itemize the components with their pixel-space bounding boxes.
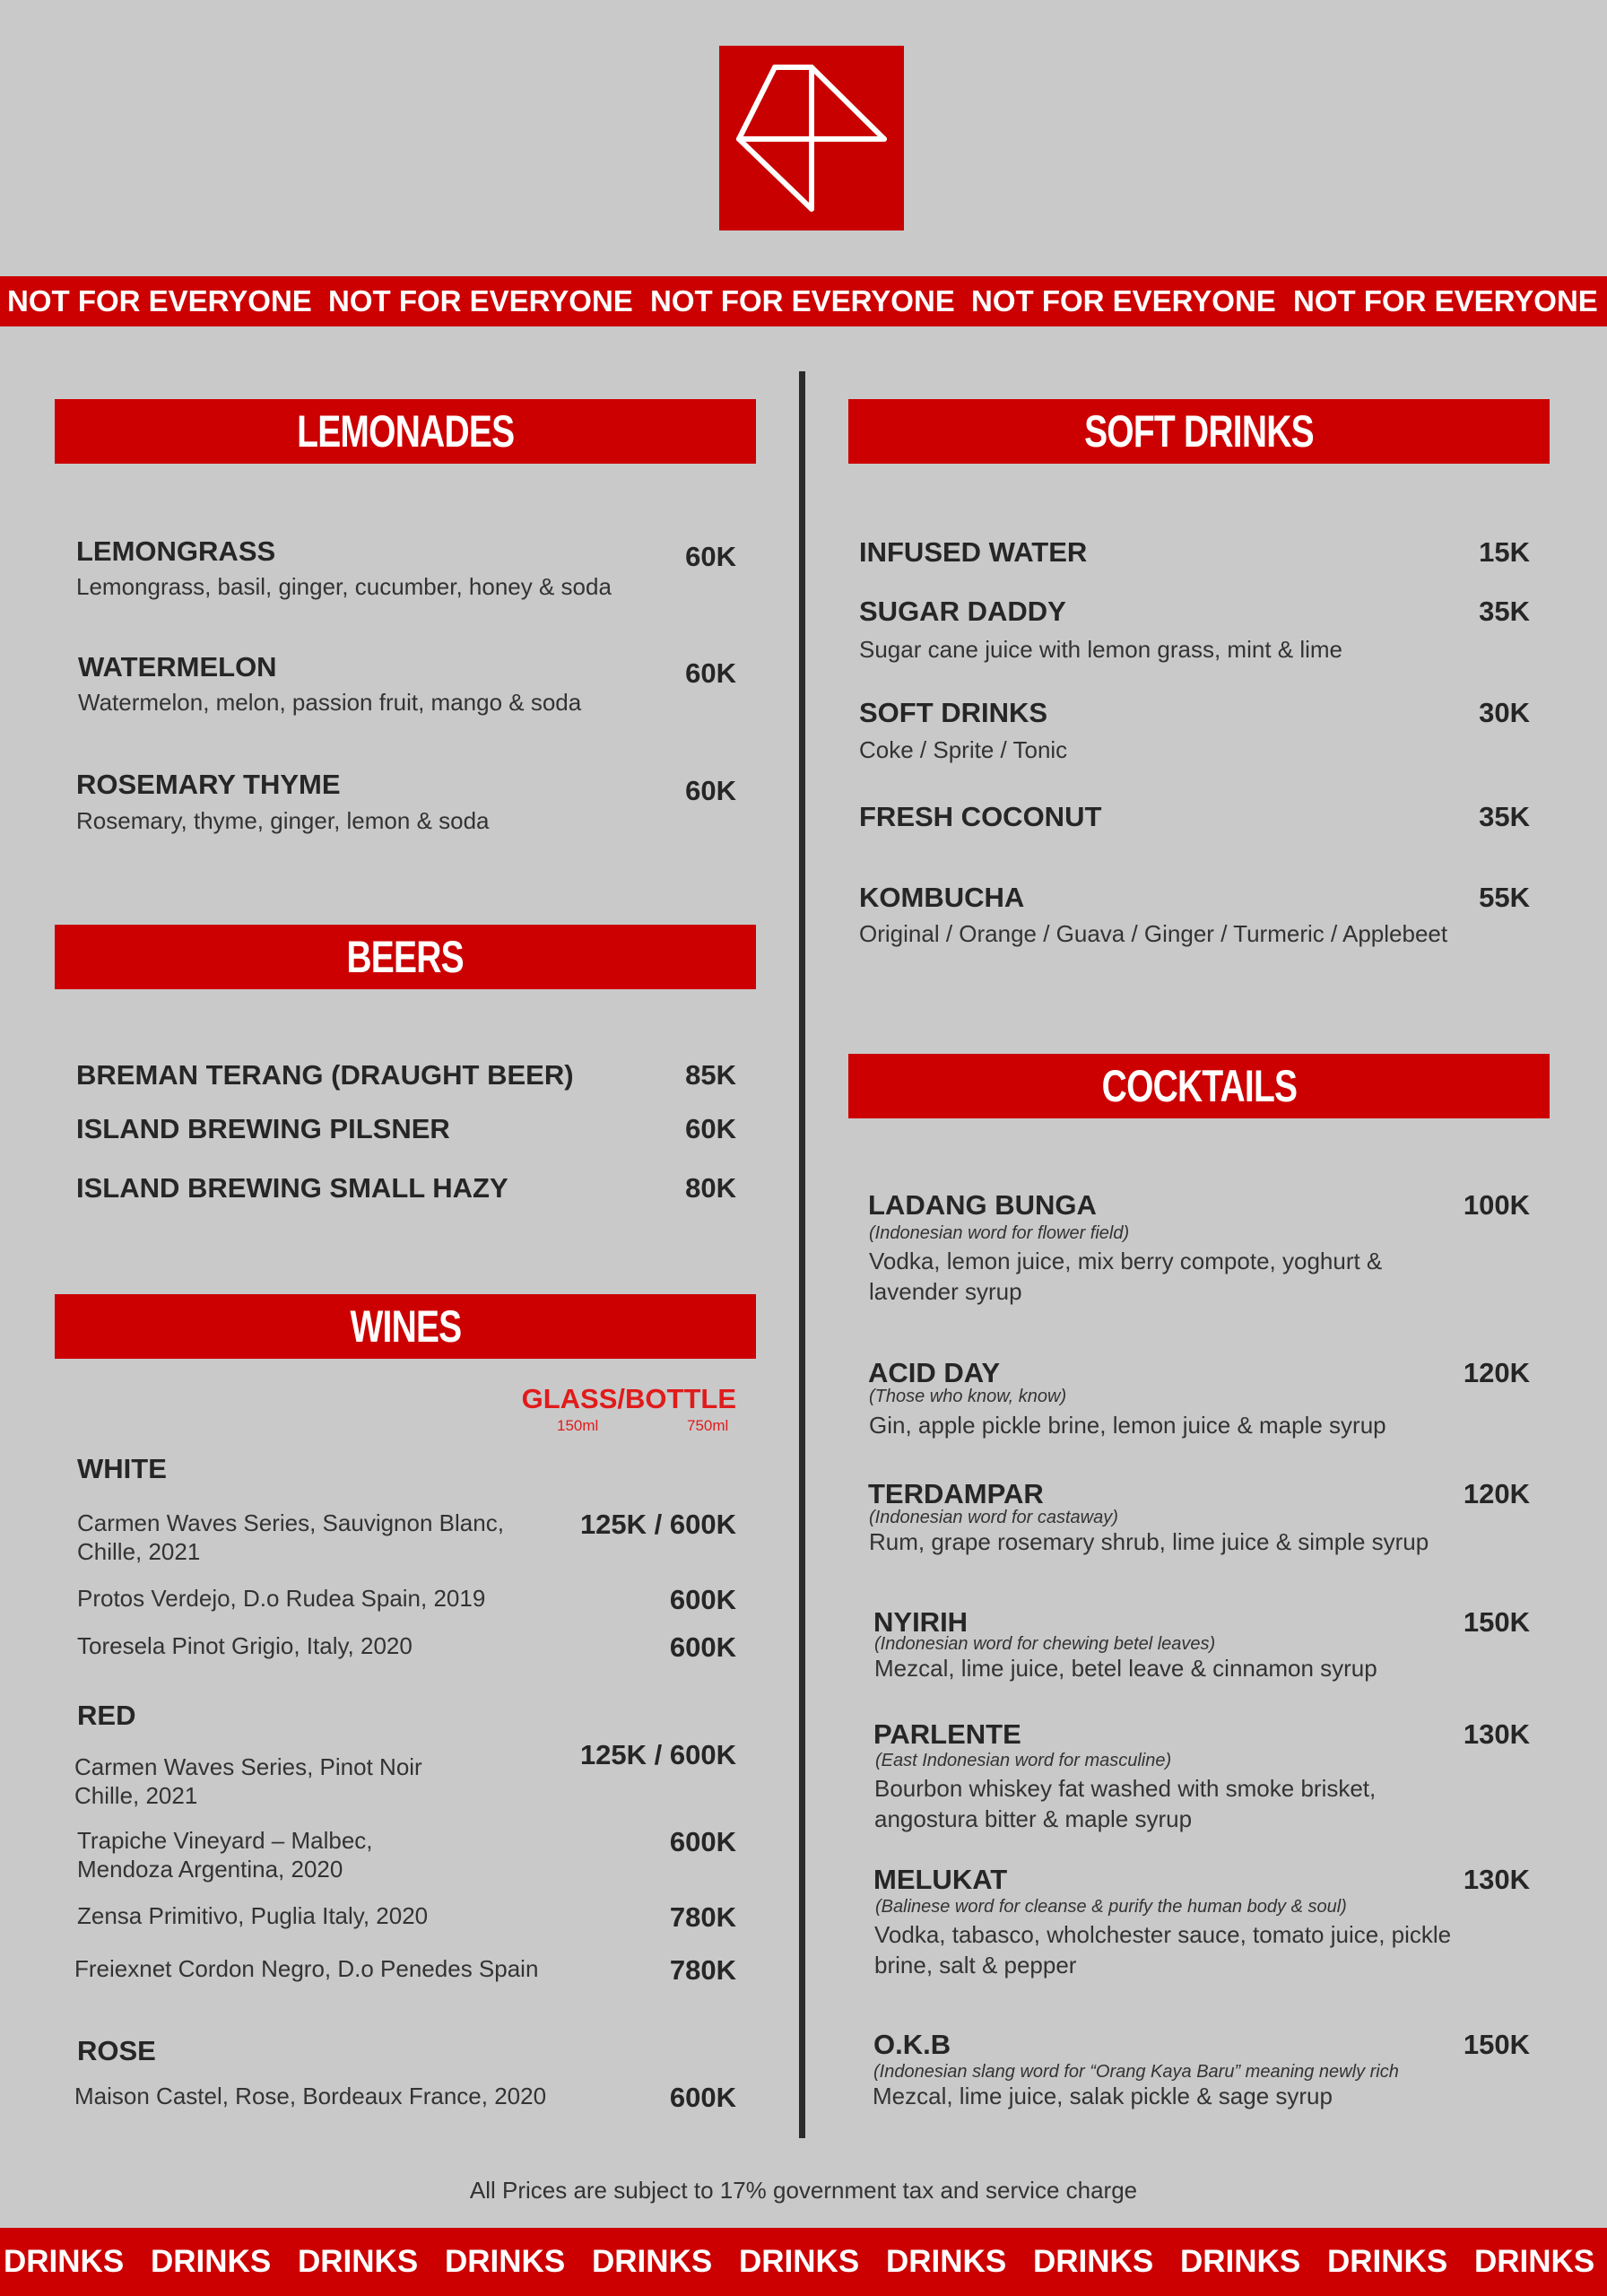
menu-item-price: 30K [1479,697,1530,728]
banner-text: NOT FOR EVERYONE [328,284,633,317]
menu-item-desc: Rosemary, thyme, ginger, lemon & soda [76,807,490,834]
wine-item: Freiexnet Cordon Negro, D.o Penedes Spain [74,1955,539,1982]
banner-text: DRINKS [151,2244,272,2279]
column-divider [799,371,805,2138]
top-banner [0,276,1607,326]
cocktail-name: MELUKAT [873,1864,1008,1895]
menu-item-name: FRESH COCONUT [859,801,1102,832]
section-header-soft-drinks: SOFT DRINKS [848,399,1550,464]
banner-text: DRINKS [1327,2244,1448,2279]
banner-text: DRINKS [739,2244,860,2279]
wine-price: 125K / 600K [579,1509,736,1540]
banner-text: DRINKS [1033,2244,1154,2279]
cocktail-price: 130K [1463,1864,1530,1895]
cocktail-note: (Balinese word for cleanse & purify the human body & soul) [875,1897,1347,1917]
glass-bottle-label: GLASS/BOTTLE [521,1383,736,1414]
cocktail-desc: Bourbon whiskey fat washed with smoke brisket, angostura bitter & maple syrup [874,1775,1377,1832]
tax-note: All Prices are subject to 17% government tax and service charge [469,2177,1138,2204]
menu-item-price: 35K [1479,596,1530,627]
menu-item-price: 85K [685,1059,736,1091]
cocktail-desc: Vodka, lemon juice, mix berry compote, yoghurt & lavender syrup [869,1248,1383,1305]
cocktail-name: PARLENTE [873,1718,1021,1750]
cocktail-price: 120K [1463,1478,1530,1509]
section-header-wines: WINES [55,1294,756,1359]
bottom-banner [0,2228,1607,2296]
banner-text: NOT FOR EVERYONE [7,284,312,317]
menu-item-desc: Sugar cane juice with lemon grass, mint & lime [859,636,1343,663]
glass-size-label: 150ml [557,1417,599,1434]
wine-item: Protos Verdejo, D.o Rudea Spain, 2019 [77,1585,486,1612]
section-header-beers: BEERS [55,925,756,989]
wine-item: Trapiche Vineyard – Malbec, Mendoza Argentina, 2020 [77,1827,373,1883]
brand-logo [719,46,904,230]
banner-text: DRINKS [4,2244,125,2279]
cocktail-note: (Those who know, know) [869,1387,1067,1406]
cocktail-note: (Indonesian word for castaway) [869,1508,1118,1527]
wine-price: 600K [669,1631,736,1663]
bottle-size-label: 750ml [687,1417,729,1434]
cocktail-desc: Rum, grape rosemary shrub, lime juice & simple syrup [869,1528,1429,1555]
cocktail-desc: Gin, apple pickle brine, lemon juice & maple syrup [869,1412,1386,1439]
cocktail-desc: Mezcal, lime juice, betel leave & cinnamon syrup [874,1655,1377,1682]
menu-item-price: 60K [685,775,736,806]
wine-price: 600K [669,1584,736,1615]
wine-category-red: RED [77,1700,136,1731]
menu-item-desc: Watermelon, melon, passion fruit, mango & soda [78,689,582,716]
menu-item-name: ROSEMARY THYME [76,769,341,800]
cocktail-note: (Indonesian word for flower field) [869,1223,1130,1243]
cocktail-name: ACID DAY [868,1357,1000,1388]
wine-item: Carmen Waves Series, Sauvignon Blanc, Chille, 2021 [77,1509,504,1565]
menu-item-name: KOMBUCHA [859,882,1025,913]
menu-item-name: SOFT DRINKS [859,697,1048,728]
wine-price: 600K [669,2082,736,2113]
menu-item-price: 15K [1479,536,1530,568]
wine-item: Toresela Pinot Grigio, Italy, 2020 [77,1632,413,1659]
banner-text: NOT FOR EVERYONE [1293,284,1598,317]
banner-text: DRINKS [1180,2244,1301,2279]
cocktail-name: NYIRIH [873,1606,969,1638]
menu-item-price: 60K [685,1113,736,1144]
cocktail-note: (Indonesian word for chewing betel leaves) [874,1634,1216,1654]
cocktail-name: O.K.B [873,2029,951,2060]
menu-item-price: 35K [1479,801,1530,832]
banner-text: DRINKS [445,2244,566,2279]
wine-item: Zensa Primitivo, Puglia Italy, 2020 [77,1902,429,1929]
section-header-cocktails: COCKTAILS [848,1054,1550,1118]
banner-text: NOT FOR EVERYONE [971,284,1276,317]
cocktail-price: 100K [1463,1189,1530,1221]
menu-item-price: 60K [685,657,736,689]
menu-item-name: ISLAND BREWING SMALL HAZY [76,1172,508,1204]
menu-item-price: 60K [685,541,736,572]
wine-category-rose: ROSE [77,2035,156,2066]
menu-item-name: LEMONGRASS [76,535,276,567]
menu-item-desc: Original / Orange / Guava / Ginger / Turmeric / Applebeet [859,920,1448,947]
cocktail-name: LADANG BUNGA [868,1189,1097,1221]
cocktail-note: (Indonesian slang word for “Orang Kaya Baru” meaning newly rich [873,2062,1399,2082]
cocktail-desc: Vodka, tabasco, wholchester sauce, tomato juice, pickle brine, salt & pepper [874,1921,1452,1979]
logo-mark-icon [719,46,904,230]
banner-text: DRINKS [886,2244,1007,2279]
cocktail-price: 130K [1463,1718,1530,1750]
cocktail-name: TERDAMPAR [868,1478,1044,1509]
cocktail-note: (East Indonesian word for masculine) [875,1751,1172,1770]
menu-item-price: 80K [685,1172,736,1204]
menu-item-name: ISLAND BREWING PILSNER [76,1113,450,1144]
menu-item-desc: Lemongrass, basil, ginger, cucumber, honey & soda [76,573,612,600]
menu-item-name: INFUSED WATER [859,536,1088,568]
cocktail-price: 150K [1463,2029,1530,2060]
section-header-lemonades: LEMONADES [55,399,756,464]
banner-text: DRINKS [298,2244,419,2279]
wine-price: 600K [669,1826,736,1857]
wine-category-white: WHITE [77,1453,167,1484]
menu-item-name: BREMAN TERANG (DRAUGHT BEER) [76,1059,574,1091]
menu-item-name: SUGAR DADDY [859,596,1066,627]
cocktail-desc: Mezcal, lime juice, salak pickle & sage syrup [873,2083,1333,2109]
menu-item-name: WATERMELON [78,651,277,683]
cocktail-price: 150K [1463,1606,1530,1638]
menu-item-desc: Coke / Sprite / Tonic [859,736,1068,763]
banner-text: DRINKS [1474,2244,1595,2279]
wine-price: 780K [669,1954,736,1986]
wine-item: Carmen Waves Series, Pinot Noir Chille, 2021 [74,1753,422,1809]
wine-item: Maison Castel, Rose, Bordeaux France, 2020 [74,2083,547,2109]
banner-text: NOT FOR EVERYONE [650,284,955,317]
cocktail-price: 120K [1463,1357,1530,1388]
wine-price: 780K [669,1901,736,1933]
menu-item-price: 55K [1479,882,1530,913]
banner-text: DRINKS [592,2244,713,2279]
wine-price: 125K / 600K [579,1739,736,1770]
